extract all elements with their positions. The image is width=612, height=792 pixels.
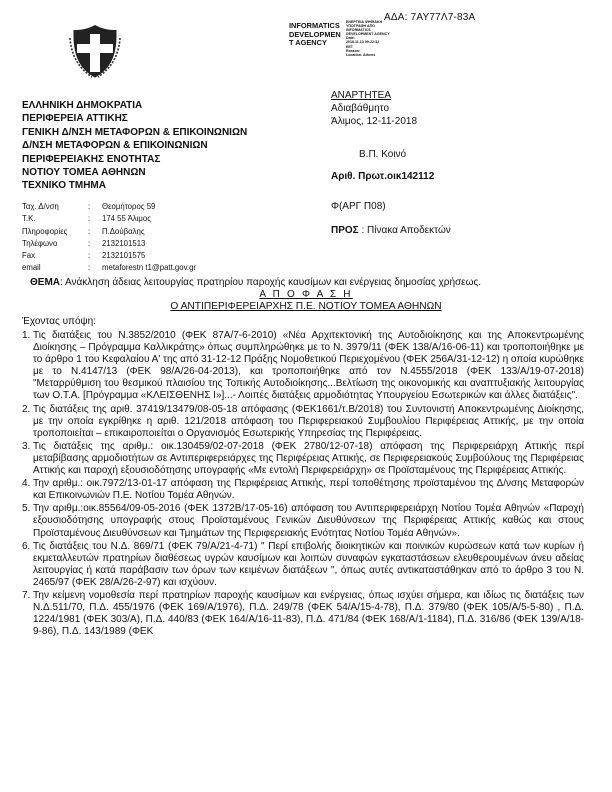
issuer-header: [22, 99, 247, 193]
protocol-number: Αριθ. Πρωτ.οικ142112: [331, 171, 435, 182]
list-item: 2. Τις διατάξεις της αριθ. 37419/13479/08-05-18 απόφασης (ΦΕΚ1661/τ.Β/2018) του Συντονιστή Αποκεντρωμένης Διοίκησης, με την οποία εγκρίθηκε η αριθ. 121/2018 απόφαση του Περιφερειακού Συμβουλίου Περιφέρειας Αττικής, με την οποία τροποποιείται – επικαιροποιείται ο Οργανισμός Εσωτερικής Υπηρεσίας της Περιφέρειας.: [22, 403, 584, 439]
header-line: ΕΛΛΗΝΙΚΗ ΔΗΜΟΚΡΑΤΙΑ: [22, 100, 143, 111]
header-line: ΓΕΝΙΚΗ Δ/ΝΣΗ ΜΕΤΑΦΟΡΩΝ & ΕΠΙΚΟΙΝΩΝΙΩΝ: [22, 126, 248, 138]
digital-signature-stamp: ΕΝΕΡΓΕΙΑ ΨΗΦΙΑΚΗ ΥΠΟΓΡΑΦΗ ΑΠΟ INFORMATICS DEVELOPMENT AGENCY Date: 2018.11.13 09:22:32 EET Reason: Location: Athens: [346, 20, 390, 57]
decision-authority: Ο ΑΝΤΙΠΕΡΙΦΕΡΕΙΑΡΧΗΣ Π.Ε. ΝΟΤΙΟΥ ΤΟΜΕΑ ΑΘΗΝΩΝ: [170, 301, 442, 312]
recipients: ΠΡΟΣ : Πίνακα Αποδεκτών: [331, 225, 451, 236]
decision-title: [0, 289, 612, 313]
list-item: 6. Τις διατάξεις του Ν.Δ. 869/71 (ΦΕΚ 79/Α/21-4-71) " Περί επιβολής διοικητικών και ποινικών κυρώσεων κατά των κυρίων ή εκμεταλλευτών πρατηρίων διαθέσεως υγρών καυσίμων και λοιπών συναφών εγκαταστάσεων ελευθερουμένων άνευ αδείας λειτουργίας ή κατά παράβασιν των όρων των κειμένων διατάξεων ", όπως αυτές αντικαταστάθηκαν από το άρθρο 3 του Ν. 2465/97 (ΦΕΚ 28/Α/26-2-97) και ισχύουν.: [22, 540, 584, 588]
considerations-list: [22, 330, 584, 639]
document-status-block: [331, 89, 417, 128]
priority-level: Β.Π. Κοινό: [359, 149, 407, 160]
list-item: 5. Την αριθμ.:οικ.85564/09-05-2016 (ΦΕΚ 1372Β/17-05-16) απόφαση του Αντιπεριφερειάρχη Νοτίου Τομέα Αθηνών «Παροχή εξουσιοδότησης υπογραφής στους Προϊσταμένους Γενικών Διευθύνσεων της Περιφέρειας Αττικής καθώς και στους Προϊσταμένους Διευθύνσεων και Τμημάτων της Περιφερειακής Ενότητας Νοτίου Τομέα Αθηνών».: [22, 503, 584, 539]
classification: Αδιαβάθμητο: [331, 103, 390, 114]
document-date: Άλιμος, 12-11-2018: [331, 116, 418, 127]
informatics-agency-label: INFORMATICS DEVELOPMEN T AGENCY: [289, 21, 341, 48]
considering-label: Έχοντας υπόψη:: [22, 316, 96, 327]
posting-status: ΑΝΑΡΤΗΤΕΑ: [331, 90, 392, 101]
header-line: ΤΕΧΝΙΚΟ ΤΜΗΜΑ: [22, 180, 106, 192]
header-line: Δ/ΝΣΗ ΜΕΤΑΦΟΡΩΝ & ΕΠΙΚΟΙΝΩΝΙΩΝ: [22, 140, 208, 152]
list-item: 3. Τις διατάξεις της αριθμ.: οικ.130459/02-07-2018 (ΦΕΚ 2780/12-07-18) απόφαση της Περιφερειάρχη Αττικής περί μεταβίβασης αρμοδιοτήτων σε Αντιπεριφερειάρχες της Περιφέρειας Αττικής, σε Περιφερειακούς Συμβούλους της Περιφέρειας Αττικής και παροχή εξουσιοδότησης υπογραφής «Με εντολή Περιφερειάρχη» σε Προϊσταμένους της Περιφέρειας Αττικής.: [22, 440, 584, 477]
header-line: ΠΕΡΙΦΕΡΕΙΑΚΗΣ ΕΝΟΤΗΤΑΣ: [22, 153, 161, 165]
header-line: ΠΕΡΙΦΕΡΕΙΑ ΑΤΤΙΚΗΣ: [22, 113, 128, 125]
list-item: 4. Την αριθμ.: οικ.7972/13-01-17 απόφαση της Περιφέρειας Αττικής, περί τοποθέτησης προϊσταμένου της Δ/νσης Μεταφορών και Επικοινωνιών Π.Ε. Νοτίου Τομέα Αθηνών.: [22, 478, 584, 502]
header-line: ΝΟΤΙΟΥ ΤΟΜΕΑ ΑΘΗΝΩΝ: [22, 167, 146, 179]
file-reference: Φ(ΑΡΓ Π08): [331, 201, 386, 212]
contact-details: Ταχ. Δ/νση : Θεομήτορος 59 Τ.Κ. : 174 55 Άλιμος Πληροφορίες : Π.Δούβαλης Τηλέφωνο : 2132101513 Fax : 2132101575 email : metaforestn t1@patt.gov.gr: [22, 202, 197, 273]
decision-heading: Α Π Ο Φ Α Σ Η: [259, 289, 353, 300]
ada-code: ΑΔΑ: 7ΑΥ77Λ7-83Α: [384, 12, 476, 23]
list-item: 7. Την κείμενη νομοθεσία περί πρατηρίων παροχής καυσίμων και ενέργειας, όπως ισχύει σήμερα, και ιδίως τις διατάξεις των Ν.Δ.511/70, Π.Δ. 455/1976 (ΦΕΚ 169/Α/1976), Π.Δ. 249/78 (ΦΕΚ 54/Α/15-4-78), Π.Δ. 379/80 (ΦΕΚ 105/Α/5-5-80) , Π.Δ. 1224/1981 (ΦΕΚ 303/Α), Π.Δ. 440/83 (ΦΕΚ 164/Α/16-11-83), Π.Δ. 471/84 (ΦΕΚ 168/Α/1-1184), Π.Δ. 316/86 (ΦΕΚ 139/Α/18-9-86), Π.Δ. 143/1989 (ΦΕΚ: [22, 589, 584, 638]
list-item: 1. Τις διατάξεις του Ν.3852/2010 (ΦΕΚ 87Α/7-6-2010) «Νέα Αρχιτεκτονική της Αυτοδιοίκησης και της Αποκεντρωμένης Διοίκησης – Πρόγραμμα Καλλικράτης» όπως συμπληρώθηκε με το Ν. 3979/11 (ΦΕΚ 138/Α/16-06-11) και τροποποιήθηκε με το άρθρο 1 του Κεφαλαίου Α' της από 31-12-12 Πράξης Νομοθετικού Περιεχομένου (ΦΕΚ 256Α/31-12-12) η οποία κυρώθηκε με το Ν.4147/13 (ΦΕΚ 98/Α/26-04-2013), και τροποποιήθηκε από τον Ν.4555/2018 (ΦΕΚ 133/Α/19-07-2018) "Μεταρρύθμιση του θεσμικού πλαισίου της Τοπικής Αυτοδιοίκησης...Βελτίωση της οικονομικής και αναπτυξιακής λειτουργίας των Ο.Τ.Α. [Πρόγραμμα «ΚΛΕΙΣΘΕΝΗΣ Ι»]...- Λοιπές διατάξεις αρμοδιότητας Υπουργείου Εσωτερικών και άλλες διατάξεις".: [22, 330, 584, 402]
greek-emblem-icon: [68, 24, 122, 78]
subject-line: ΘΕΜΑ: Ανάκληση άδειας λειτουργίας πρατηρίου παροχής καυσίμων και ενέργειας δημοσίας χρήσεως.: [30, 277, 482, 288]
